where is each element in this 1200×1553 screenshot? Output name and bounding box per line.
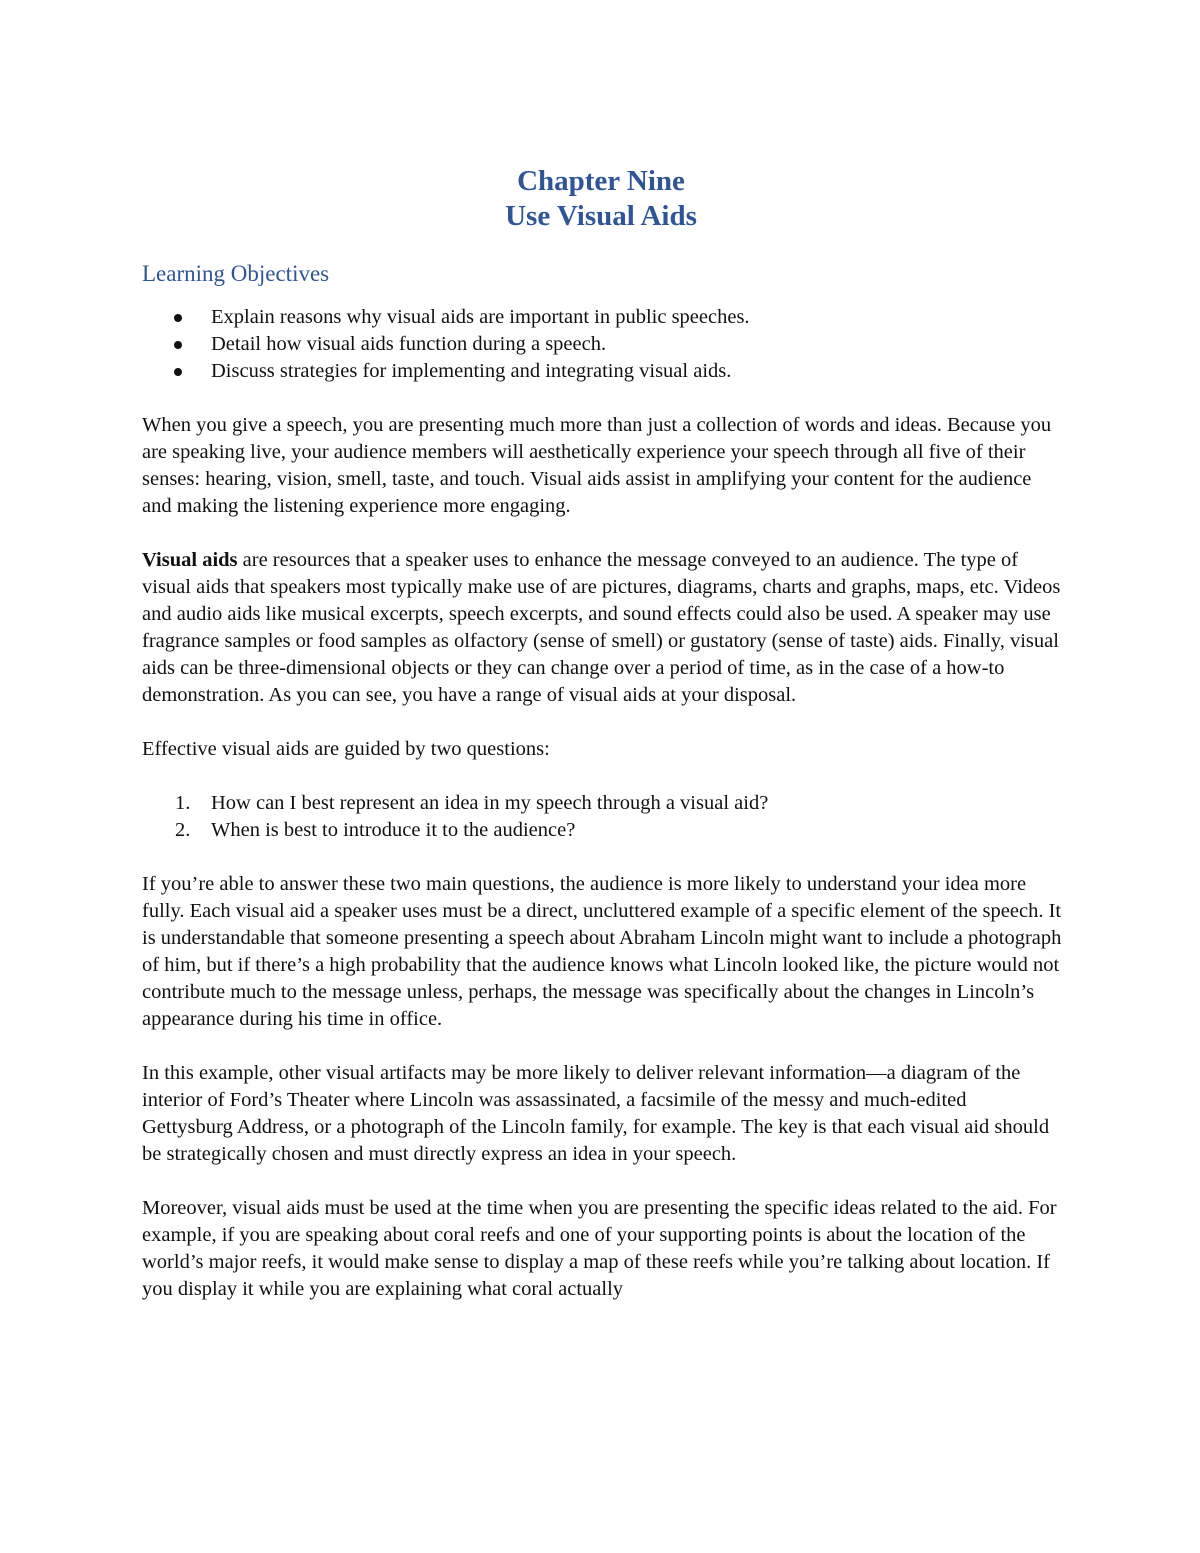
objective-text: Detail how visual aids function during a speech. <box>211 333 607 355</box>
objective-text: Explain reasons why visual aids are important in public speeches. <box>211 306 750 328</box>
definition-term: Visual aids <box>142 549 238 571</box>
questions-list <box>142 790 1062 844</box>
document-page <box>142 164 1062 1303</box>
learning-objectives-heading: Learning Objectives <box>142 261 330 286</box>
list-number: 2. <box>175 819 191 841</box>
list-item <box>142 304 1062 331</box>
question-text: When is best to introduce it to the audience? <box>211 819 576 841</box>
example-paragraph: In this example, other visual artifacts may be more likely to deliver relevant information—a diagram of the interior of Ford’s Theater where Lincoln was assassinated, a facsimile of the messy and much-edited Gettysburg Address, or a photograph of the Lincoln family, for example. The key is that each visual aid should be strategically chosen and must directly express an idea in your speech. <box>142 1062 1050 1165</box>
definition-paragraph <box>142 547 1062 709</box>
chapter-heading <box>140 164 1062 234</box>
intro-paragraph: When you give a speech, you are presenting much more than just a collection of words and ideas. Because you are speaking live, your audience members will aesthetically experience your speech through all five of their senses: hearing, vision, smell, taste, and touch. Visual aids assist in amplifying your content for the audience and making the listening experience more engaging. <box>142 414 1052 517</box>
timing-paragraph: Moreover, visual aids must be used at the time when you are presenting the specific ideas related to the aid. For example, if you are speaking about coral reefs and one of your supporting points is about the location of the world’s major reefs, it would make sense to display a map of these reefs while you’re talking about location. If you display it while you are explaining what coral actually <box>142 1197 1057 1300</box>
objectives-list <box>142 304 1062 385</box>
list-item <box>142 331 1062 358</box>
objective-text: Discuss strategies for implementing and integrating visual aids. <box>211 360 732 382</box>
definition-text: are resources that a speaker uses to enhance the message conveyed to an audience. The type of visual aids that speakers most typically make use of are pictures, diagrams, charts and graphs, maps, etc. Videos and audio aids like musical excerpts, speech excerpts, and sound effects could also be used. A speaker may use fragrance samples or food samples as olfactory (sense of smell) or gustatory (sense of taste) aids. Finally, visual aids can be three-dimensional objects or they can change over a period of time, as in the case of a how-to demonstration. As you can see, you have a range of visual aids at your disposal. <box>142 549 1061 706</box>
chapter-number: Chapter Nine <box>517 165 685 197</box>
list-number: 1. <box>175 792 191 814</box>
question-text: How can I best represent an idea in my speech through a visual aid? <box>211 792 769 814</box>
questions-intro-paragraph: Effective visual aids are guided by two questions: <box>142 738 550 760</box>
list-item <box>142 358 1062 385</box>
bullet-icon <box>174 368 182 376</box>
list-item <box>142 817 1062 844</box>
list-item <box>142 790 1062 817</box>
chapter-title: Use Visual Aids <box>505 200 697 232</box>
answer-paragraph: If you’re able to answer these two main questions, the audience is more likely to understand your idea more fully. Each visual aid a speaker uses must be a direct, uncluttered example of a specific element of the speech. It is understandable that someone presenting a speech about Abraham Lincoln might want to include a photograph of him, but if there’s a high probability that the audience knows what Lincoln looked like, the picture would not contribute much to the message unless, perhaps, the message was specifically about the changes in Lincoln’s appearance during his time in office. <box>142 873 1062 1030</box>
bullet-icon <box>174 341 182 349</box>
bullet-icon <box>174 314 182 322</box>
